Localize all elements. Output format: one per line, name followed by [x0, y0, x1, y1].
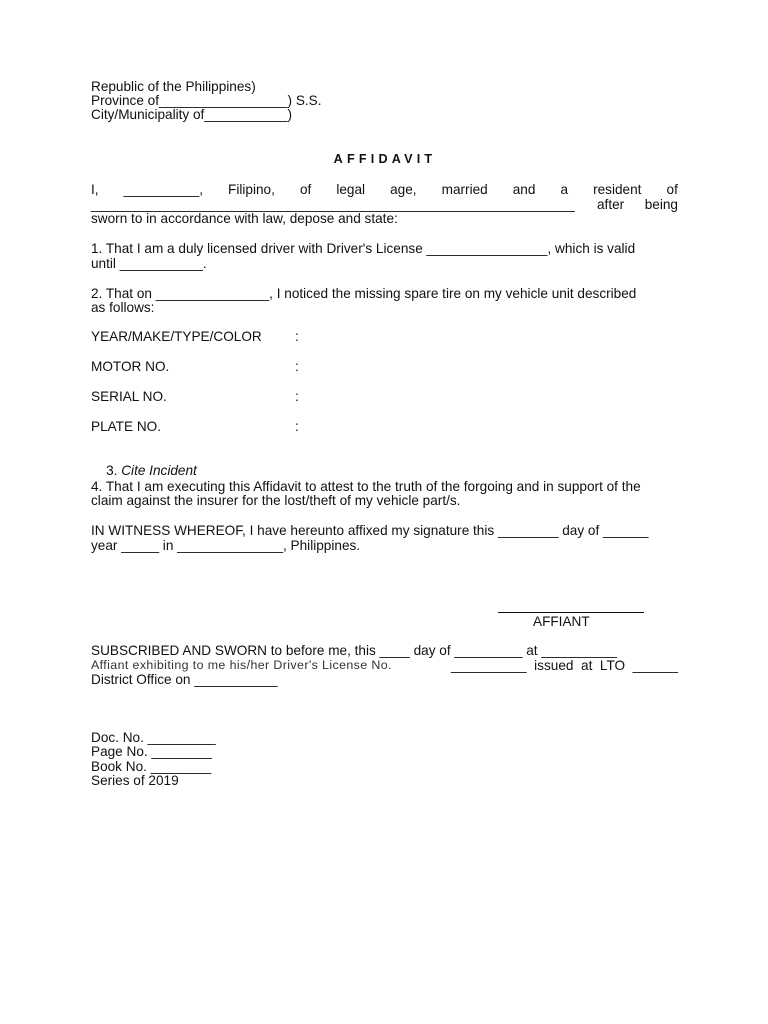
intro-line-3: sworn to in accordance with law, depose and state:: [91, 211, 398, 226]
para2-line-2: as follows:: [91, 300, 155, 315]
para1-line-1: 1. That I am a duly licensed driver with Driver's License ________________, which is valid: [91, 241, 636, 256]
doc-no: Doc. No. _________: [91, 730, 216, 745]
intro-word-after: after: [597, 197, 625, 212]
field-serial-no-colon: :: [295, 389, 299, 404]
intro-word: I,: [91, 182, 99, 197]
para2-line-1: 2. That on _______________, I noticed the missing spare tire on my vehicle unit described: [91, 286, 637, 301]
header-republic: Republic of the Philippines): [91, 79, 256, 94]
intro-word: a: [560, 182, 569, 197]
para4-line-1: 4. That I am executing this Affidavit to attest to the truth of the forgoing and in support of the: [91, 479, 641, 494]
jurat-line-2-blanks: __________ issued at LTO ______: [451, 658, 678, 673]
para4-line-2: claim against the insurer for the lost/theft of my vehicle part/s.: [91, 493, 461, 508]
jurat-line-1: SUBSCRIBED AND SWORN to before me, this ____ day of _________ at __________: [91, 643, 617, 658]
jurat-line-3: District Office on ___________: [91, 672, 278, 687]
header-province: Province of_________________) S.S.: [91, 93, 322, 108]
intro-line-1: [91, 182, 678, 197]
jurat-line-2: [91, 658, 678, 673]
intro-word: resident: [593, 182, 642, 197]
field-serial-no-label: SERIAL NO.: [91, 389, 167, 404]
intro-word-being: being: [644, 197, 678, 212]
book-no: Book No. ________: [91, 759, 212, 774]
para1-line-2: until ___________.: [91, 256, 207, 271]
series: Series of 2019: [91, 773, 179, 788]
header-city: City/Municipality of___________): [91, 107, 293, 122]
field-plate-no-label: PLATE NO.: [91, 419, 161, 434]
intro-word: __________,: [123, 182, 203, 197]
para3-text: Cite Incident: [121, 463, 197, 478]
field-motor-no-colon: :: [295, 359, 299, 374]
intro-after-being: [597, 197, 678, 212]
field-year-make-type-color-label: YEAR/MAKE/TYPE/COLOR: [91, 329, 262, 344]
intro-word: of: [299, 182, 312, 197]
intro-word: age,: [390, 182, 417, 197]
intro-blank-line: ________________________________________________________________: [91, 197, 575, 212]
field-year-make-type-color-colon: :: [295, 329, 299, 344]
intro-word: and: [512, 182, 536, 197]
para3-number: 3.: [106, 463, 118, 478]
intro-word: Filipino,: [228, 182, 275, 197]
page-no: Page No. ________: [91, 744, 212, 759]
document-title: AFFIDAVIT: [333, 152, 437, 166]
affiant-label: AFFIANT: [533, 614, 590, 629]
intro-word: legal: [336, 182, 366, 197]
witness-line-1: IN WITNESS WHEREOF, I have hereunto affixed my signature this ________ day of ______: [91, 523, 649, 538]
field-plate-no-colon: :: [295, 419, 299, 434]
jurat-line-2-text: Affiant exhibiting to me his/her Driver's License No.: [91, 658, 392, 672]
intro-word: married: [441, 182, 488, 197]
intro-word: of: [666, 182, 678, 197]
field-motor-no-label: MOTOR NO.: [91, 359, 170, 374]
signature-line: [498, 612, 644, 613]
witness-line-2: year _____ in ______________, Philippines.: [91, 538, 361, 553]
